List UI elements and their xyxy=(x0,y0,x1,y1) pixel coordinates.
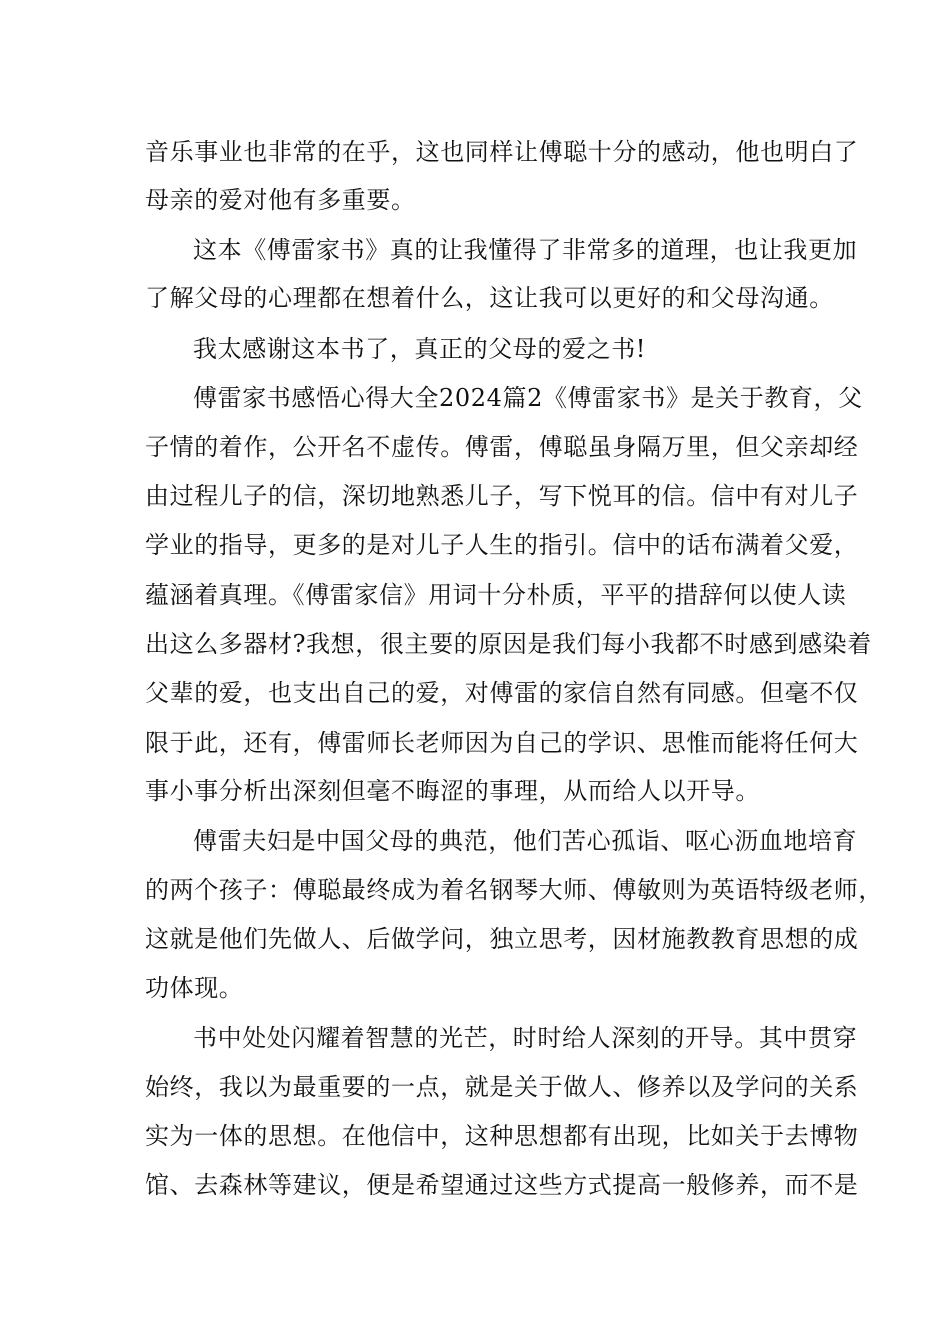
text-line: 子情的着作，公开名不虚传。傅雷，傅聪虽身隔万里，但父亲却经 xyxy=(145,433,859,461)
text-line: 出这么多器材?我想，很主要的原因是我们每小我都不时感到感染着 xyxy=(145,630,872,658)
text-line: 由过程儿子的信，深切地熟悉儿子，写下悦耳的信。信中有对儿子 xyxy=(145,482,859,510)
text-line: 事小事分析出深刻但毫不晦涩的事理，从而给人以开导。 xyxy=(145,777,760,805)
text-line: 这就是他们先做人、后做学问，独立思考，因材施教教育思想的成 xyxy=(145,925,859,953)
text-line: 母亲的爱对他有多重要。 xyxy=(145,186,416,214)
text-line: 音乐事业也非常的在乎，这也同样让傅聪十分的感动，他也明白了 xyxy=(145,138,859,166)
text-line: 的两个孩子：傅聪最终成为着名钢琴大师、傅敏则为英语特级老师， xyxy=(145,876,883,904)
text-line: 馆、去森林等建议，便是希望通过这些方式提高一般修养，而不是 xyxy=(145,1171,859,1199)
text-line: 父辈的爱，也支出自己的爱，对傅雷的家信自然有同感。但毫不仅 xyxy=(145,679,859,707)
text-line: 学业的指导，更多的是对儿子人生的指引。信中的话布满着父爱， xyxy=(145,531,859,559)
text-line: 了解父母的心理都在想着什么，这让我可以更好的和父母沟通。 xyxy=(145,284,834,312)
paragraph-first-line: 傅雷家书感悟心得大全2024篇2《傅雷家书》是关于教育，父 xyxy=(193,384,863,412)
text-line: 始终，我以为最重要的一点，就是关于做人、修养以及学问的关系 xyxy=(145,1073,859,1101)
text-line: 功体现。 xyxy=(145,974,244,1002)
text-line: 蕴涵着真理。《傅雷家信》用词十分朴质，平平的措辞何以使人读 xyxy=(145,581,847,609)
text-line: 限于此，还有，傅雷师长老师因为自己的学识、思惟而能将任何大 xyxy=(145,729,859,757)
paragraph-first-line: 傅雷夫妇是中国父母的典范，他们苦心孤诣、呕心沥血地培育 xyxy=(193,827,858,855)
paragraph-first-line: 我太感谢这本书了，真正的父母的爱之书! xyxy=(193,335,647,363)
paragraph-first-line: 这本《傅雷家书》真的让我懂得了非常多的道理，也让我更加 xyxy=(193,236,858,264)
text-line: 实为一体的思想。在他信中，这种思想都有出现，比如关于去博物 xyxy=(145,1122,859,1150)
paragraph-first-line: 书中处处闪耀着智慧的光芒，时时给人深刻的开导。其中贯穿 xyxy=(193,1024,858,1052)
